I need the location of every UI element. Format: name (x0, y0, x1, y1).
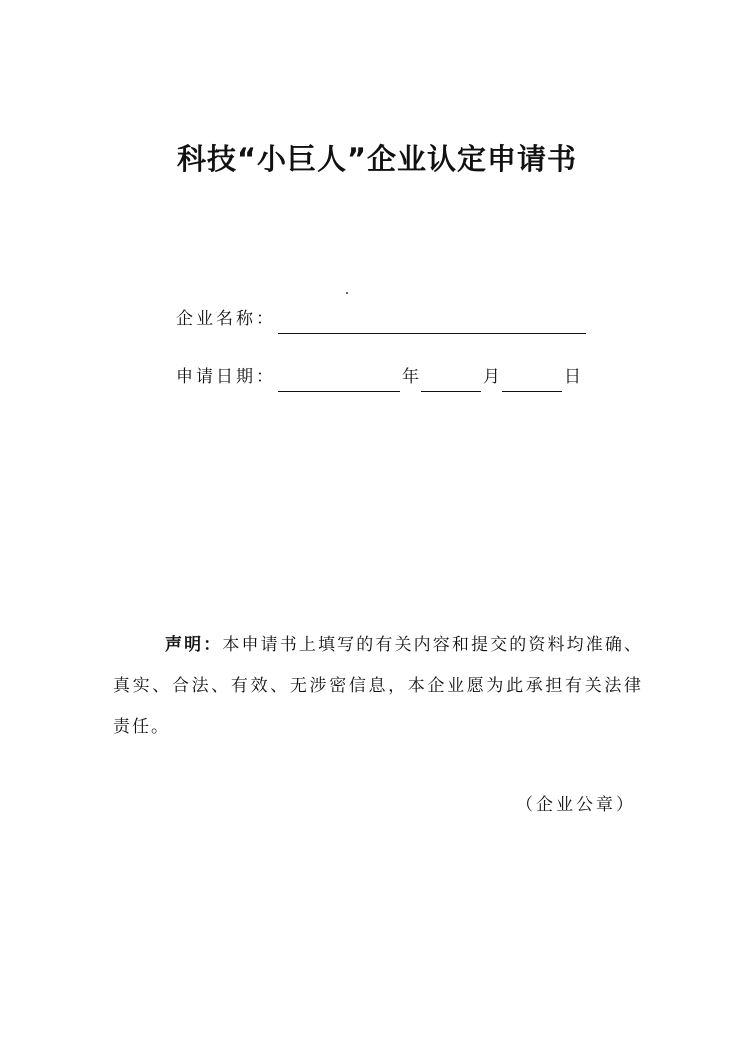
month-unit: 月 (483, 367, 500, 387)
company-seal-note: （企业公章） (516, 795, 636, 815)
declaration-text: 本申请书上填写的有关内容和提交的资料均准确、真实、合法、有效、无涉密信息，本企业愿为此承担有关法律责任。 (113, 635, 643, 737)
stray-dot (346, 292, 348, 294)
company-name-blank[interactable] (278, 310, 586, 334)
year-unit: 年 (402, 367, 419, 387)
day-unit: 日 (564, 367, 581, 387)
company-name-label: 企业名称： (176, 309, 276, 329)
year-blank[interactable] (278, 368, 400, 392)
declaration-paragraph (113, 625, 643, 748)
day-blank[interactable] (502, 368, 562, 392)
month-blank[interactable] (421, 368, 481, 392)
page-title: 科技“小巨人”企业认定申请书 (176, 142, 578, 176)
apply-date-label: 申请日期： (176, 367, 276, 387)
apply-date-row (176, 362, 581, 392)
company-name-row (176, 304, 588, 334)
declaration-label: 声明： (165, 635, 223, 655)
